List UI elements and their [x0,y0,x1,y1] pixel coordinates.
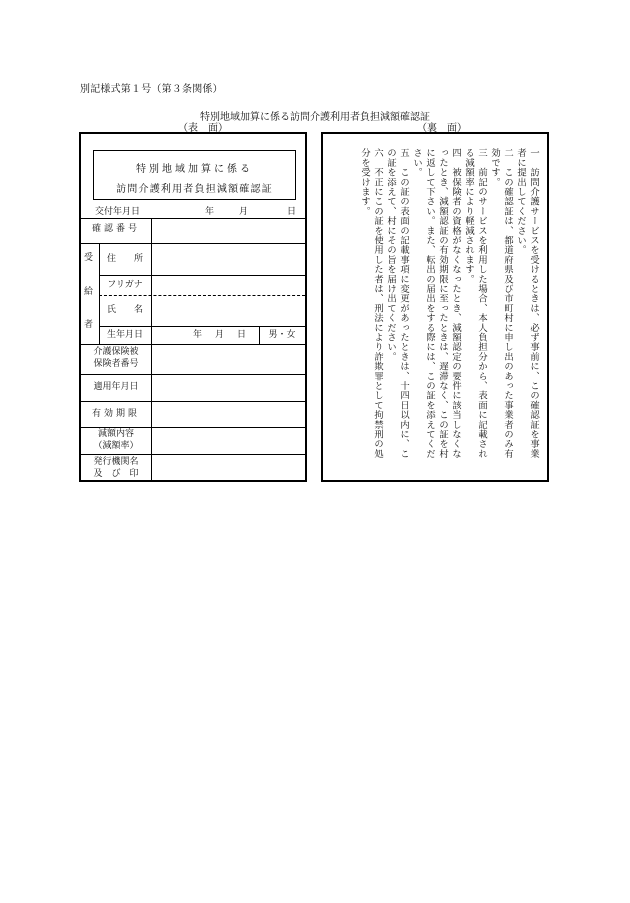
form-number-label: 別記様式第１号（第３条関係） [80,84,223,95]
issuer-label-line2: 及 び 印 [93,469,139,479]
reduction-label-line2: （減額率） [93,441,139,451]
row-divider [81,243,305,244]
row-divider [99,326,305,327]
reduction-label-line1: 減額内容 [97,429,134,439]
birth-day: 日 [237,330,247,340]
document-title: 特別地域加算に係る訪問介護利用者負担減額確認証 [200,112,430,123]
address-label: 住 所 [106,254,143,264]
back-note-6: 六 不正にこの証を使用した者は、刑法により詐欺罪として拘禁刑の処分を受けます。 [359,148,383,459]
confirm-number-label: 確認番号 [91,224,140,234]
sex-field: 男・女 [268,330,296,340]
issue-date-year: 年 [205,207,215,217]
back-note-5: 五 この証の表面の記載事項に変更があったときは、十四日以内に、この証を添えて、村にその旨を届け出てください。 [385,148,409,459]
row-divider [81,218,305,219]
insured-number-label-line2: 保険者番号 [93,359,139,369]
birth-year: 年 [193,330,203,340]
back-note-2: 二 この確認証は、都道府県及び市町村に申し出のあった事業者のみ有効です。 [489,148,513,459]
issue-date-day: 日 [287,207,297,217]
front-card [79,132,307,482]
card-title-line2: 訪問介護利用者負担減額確認証 [116,184,273,195]
recipient-label-char1: 受 [84,253,94,263]
card-title-box [93,150,296,200]
row-divider [81,374,305,375]
dashed-divider [99,295,305,296]
issue-date-label: 交付年月日 [95,207,141,217]
column-divider [151,218,152,480]
front-side-heading: （表 面） [178,123,228,134]
row-divider [81,427,305,428]
issue-date-month: 月 [239,207,249,217]
back-note-4: 四 被保険者の資格がなくなったとき、減額認定の要件に該当しなくなったとき、減額認証の有効期限に至ったときは、遅滞なく、この証を村に返して下さい。また、転出の届出をする際には、この証を添えてください。 [411,148,461,459]
row-divider [81,454,305,455]
birth-date-label: 生年月日 [106,330,143,340]
recipient-label-char3: 者 [84,320,94,330]
insured-number-label-line1: 介護保険被 [93,347,139,357]
card-title-line1: 特別地域加算に係る [136,164,253,175]
row-divider [99,275,305,276]
apply-date-label: 適用年月日 [93,382,139,392]
back-card [321,132,549,482]
recipient-label-char2: 給 [84,287,94,297]
back-note-1: 一 訪問介護サービスを受けるときは、必ず事前に、この確認証を事業者に提出してください。 [515,148,539,459]
birth-month: 月 [215,330,225,340]
issuer-label-line1: 発行機関名 [93,457,139,467]
furigana-label: フリガナ [107,280,143,290]
row-divider [81,401,305,402]
back-notes [358,148,540,468]
validity-label: 有効期限 [91,409,140,419]
row-divider [81,344,305,345]
name-label: 氏 名 [106,305,143,315]
back-side-heading: （裏 面） [417,123,467,134]
back-note-3: 三 前記のサービスを利用した場合、本人負担分から、表面に記載される減額率により軽減されます。 [463,148,487,459]
